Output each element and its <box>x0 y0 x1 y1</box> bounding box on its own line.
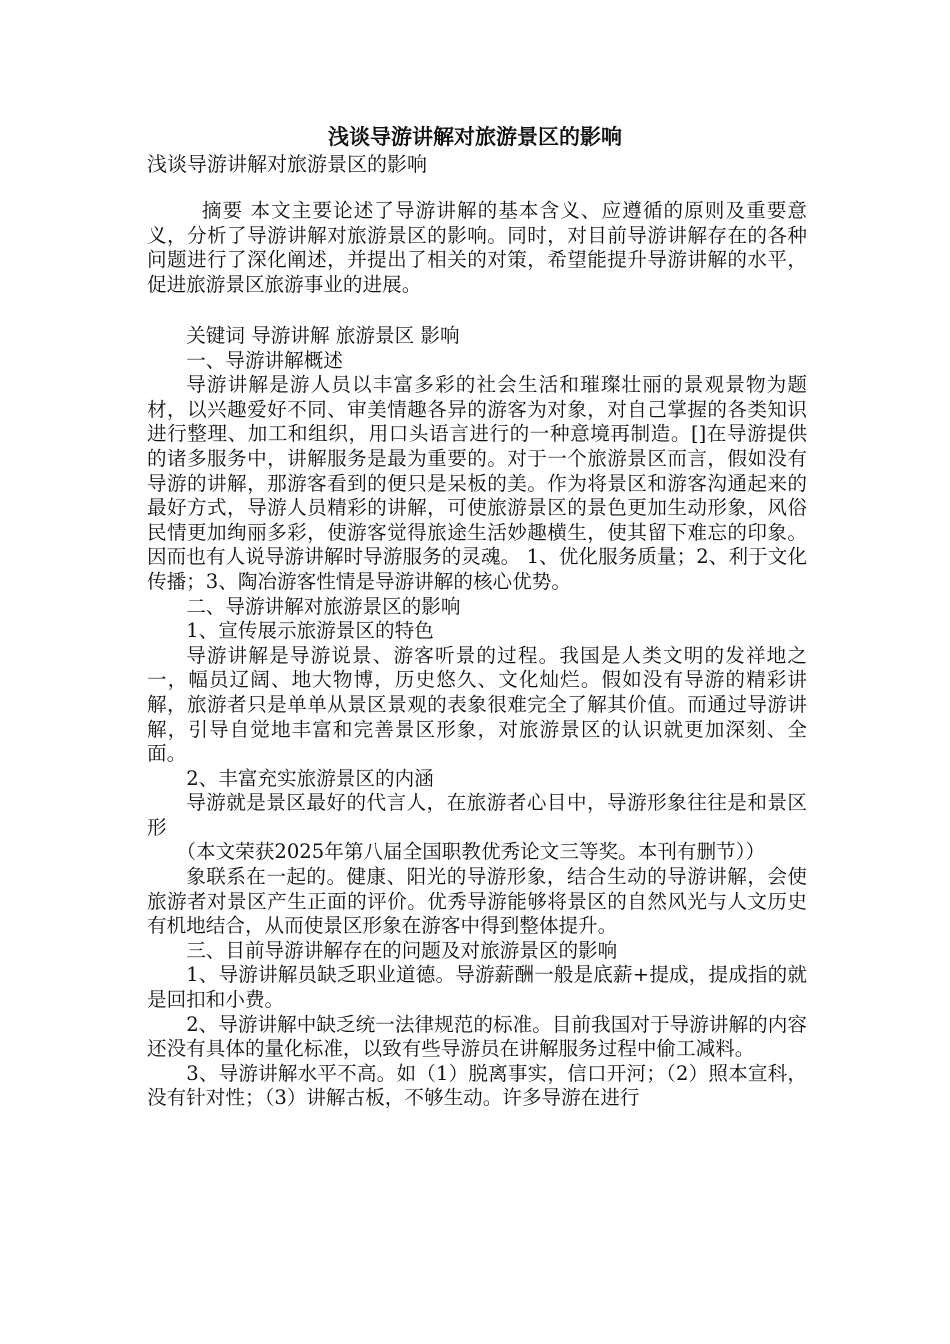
body-paragraph: 导游讲解是导游说景、游客听景的过程。我国是人类文明的发祥地之一，幅员辽阔、地大物博，历史悠久、文化灿烂。假如没有导游的精彩讲解，旅游者只是单单从景区景观的表象很难完全了解其价值。而通过导游讲解，引导自觉地丰富和完善景区形象，对旅游景区的认识就更加深刻、全面。 <box>147 643 807 766</box>
document-title: 浅谈导游讲解对旅游景区的影响 <box>328 124 622 149</box>
body-paragraph: 1、导游讲解员缺乏职业道德。导游薪酬一般是底薪+提成，提成指的就是回扣和小费。 <box>147 963 807 1012</box>
subsection-heading: 2、丰富充实旅游景区的内涵 <box>186 766 434 790</box>
section-heading-2: 二、导游讲解对旅游景区的影响 <box>186 594 461 618</box>
subsection-heading: 1、宣传展示旅游景区的特色 <box>186 619 434 643</box>
section-heading-1: 一、导游讲解概述 <box>186 348 343 372</box>
body-paragraph: 导游讲解是游人员以丰富多彩的社会生活和璀璨壮丽的景观景物为题材，以兴趣爱好不同、审美情趣各异的游客为对象，对自己掌握的各类知识进行整理、加工和组织，用口头语言进行的一种意境再制造。[]在导游提供的诸多服务中，讲解服务是最为重要的。对于一个旅游景区而言，假如没有导游的讲解，那游客看到的便只是呆板的美。作为将景区和游客沟通起来的最好方式，导游人员精彩的讲解，可使旅游景区的景色更加生动形象，风俗民情更加绚丽多彩，使游客觉得旅途生活妙趣横生，使其留下难忘的印象。因而也有人说导游讲解时导游服务的灵魂。 1、优化服务质量；2、利于文化传播；3、陶冶游客性情是导游讲解的核心优势。 <box>147 373 807 593</box>
body-section <box>147 324 807 1111</box>
award-note: （本文荣获2025年第八届全国职教优秀论文三等奖。本刊有删节）） <box>176 840 766 864</box>
body-paragraph: 象联系在一起的。健康、阳光的导游形象，结合生动的导游讲解，会使旅游者对景区产生正面的评价。优秀导游能够将景区的自然风光与人文历史有机地结合，从而使景区形象在游客中得到整体提升。 <box>147 865 807 938</box>
abstract-paragraph: 摘要 本文主要论述了导游讲解的基本含义、应遵循的原则及重要意义，分析了导游讲解对旅游景区的影响。同时，对目前导游讲解存在的各种问题进行了深化阐述，并提出了相关的对策，希望能提升导游讲解的水平，促进旅游景区旅游事业的进展。 <box>147 199 807 296</box>
body-paragraph: 导游就是景区最好的代言人，在旅游者心目中，导游形象往往是和景区形 <box>147 791 807 839</box>
section-heading-3: 三、目前导游讲解存在的问题及对旅游景区的影响 <box>186 938 618 962</box>
document-subtitle: 浅谈导游讲解对旅游景区的影响 <box>147 152 427 176</box>
keywords-line: 关键词 导游讲解 旅游景区 影响 <box>186 324 460 347</box>
body-paragraph: 3、导游讲解水平不高。如（1）脱离事实，信口开河；（2）照本宣科，没有针对性；（3）讲解古板，不够生动。许多导游在进行 <box>147 1061 807 1110</box>
abstract-section <box>147 199 807 297</box>
body-paragraph: 2、导游讲解中缺乏统一法律规范的标准。目前我国对于导游讲解的内容还没有具体的量化标准，以致有些导游员在讲解服务过程中偷工减料。 <box>147 1012 807 1061</box>
